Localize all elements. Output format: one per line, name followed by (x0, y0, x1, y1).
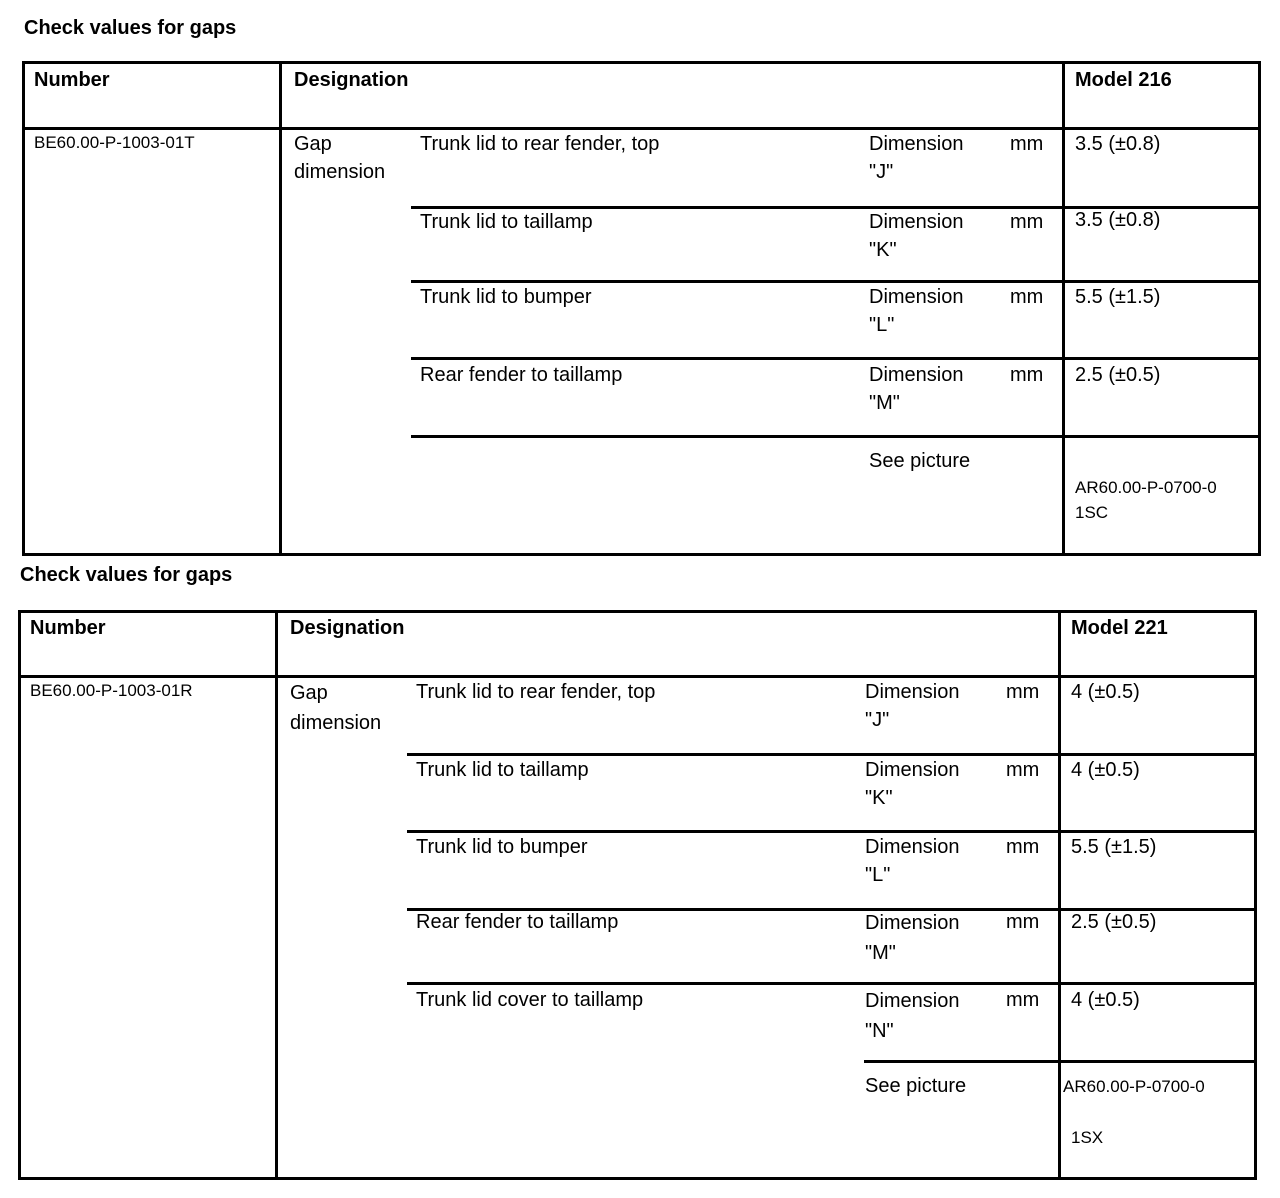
table-1-row-2-item: Trunk lid to taillamp (420, 211, 593, 233)
table-2-see-picture: See picture (865, 1075, 967, 1097)
table-1-row-4-unit: mm (1010, 364, 1044, 386)
table-2-header-number: Number (30, 617, 106, 639)
table-1-row-3-item: Trunk lid to bumper (420, 286, 592, 308)
table-1-number: BE60.00-P-1003-01T (34, 133, 195, 152)
table-2-row-5-item: Trunk lid cover to taillamp (416, 989, 644, 1011)
table-1-row-4-item: Rear fender to taillamp (420, 364, 623, 386)
table-2-row-2-unit: mm (1006, 759, 1040, 781)
table-2-group: Gap dimension (290, 682, 382, 734)
table-2-row-divider (407, 982, 1257, 985)
table-2-col-divider-number (275, 610, 278, 1180)
table-2-number: BE60.00-P-1003-01R (30, 681, 193, 700)
table-2-header-model: Model 221 (1071, 617, 1168, 639)
table-1-row-divider (411, 357, 1261, 360)
table-2-row-2-dimension: Dimension "K" (865, 759, 960, 809)
table-1-row-1-dimension: Dimension "J" (869, 133, 964, 183)
table-1-row-2-dimension: Dimension "K" (869, 211, 964, 261)
table-1-col-divider-number (279, 61, 282, 556)
table-1-row-1-item: Trunk lid to rear fender, top (420, 133, 660, 155)
table-1-row-1-unit: mm (1010, 133, 1044, 155)
table-1-group: Gap dimension (294, 133, 386, 183)
table-2-row-4-item: Rear fender to taillamp (416, 911, 619, 933)
table-2-row-3-value: 5.5 (±1.5) (1071, 836, 1157, 858)
table-1-row-2-unit: mm (1010, 211, 1044, 233)
table-2-row-1-value: 4 (±0.5) (1071, 681, 1140, 703)
table-1-picture-ref: AR60.00-P-0700-0 (1075, 478, 1217, 497)
table-1-row-divider (411, 435, 1261, 438)
table-2-row-4-value: 2.5 (±0.5) (1071, 911, 1157, 933)
table-2-row-4-dimension: Dimension "M" (865, 912, 960, 964)
table-2-row-1-dimension: Dimension "J" (865, 681, 960, 731)
table-1-picture-ref: 1SC (1075, 503, 1109, 522)
table-1-title: Check values for gaps (24, 17, 237, 39)
table-1-header-designation: Designation (294, 69, 409, 91)
table-2-title: Check values for gaps (20, 564, 233, 586)
table-1-row-1-value: 3.5 (±0.8) (1075, 133, 1161, 155)
table-2-row-2-value: 4 (±0.5) (1071, 759, 1140, 781)
table-2-row-1-item: Trunk lid to rear fender, top (416, 681, 656, 703)
table-2-row-5-dimension: Dimension "N" (865, 990, 960, 1042)
table-2-row-divider (864, 1060, 1257, 1063)
table-1-row-3-value: 5.5 (±1.5) (1075, 286, 1161, 308)
table-1-row-3-unit: mm (1010, 286, 1044, 308)
table-1-row-4-value: 2.5 (±0.5) (1075, 364, 1161, 386)
table-2-row-5-unit: mm (1006, 989, 1040, 1011)
table-2-row-3-dimension: Dimension "L" (865, 836, 960, 886)
table-2-row-5-value: 4 (±0.5) (1071, 989, 1140, 1011)
table-2-row-3-item: Trunk lid to bumper (416, 836, 588, 858)
table-2-row-2-item: Trunk lid to taillamp (416, 759, 589, 781)
table-2-header-designation: Designation (290, 617, 405, 639)
table-1-header-number: Number (34, 69, 110, 91)
table-2-row-4-unit: mm (1006, 911, 1040, 933)
table-2-row-3-unit: mm (1006, 836, 1040, 858)
table-2-col-divider-model (1058, 610, 1061, 1180)
table-1-row-4-dimension: Dimension "M" (869, 364, 964, 414)
table-2-picture-ref: 1SX (1071, 1128, 1104, 1147)
table-2-picture-ref: AR60.00-P-0700-0 (1063, 1077, 1205, 1096)
table-1-row-2-value: 3.5 (±0.8) (1075, 209, 1161, 231)
table-1-col-divider-model (1062, 61, 1065, 556)
table-2-row-1-unit: mm (1006, 681, 1040, 703)
table-1-see-picture: See picture (869, 450, 971, 472)
table-1-row-3-dimension: Dimension "L" (869, 286, 964, 336)
table-1-header-model: Model 216 (1075, 69, 1172, 91)
